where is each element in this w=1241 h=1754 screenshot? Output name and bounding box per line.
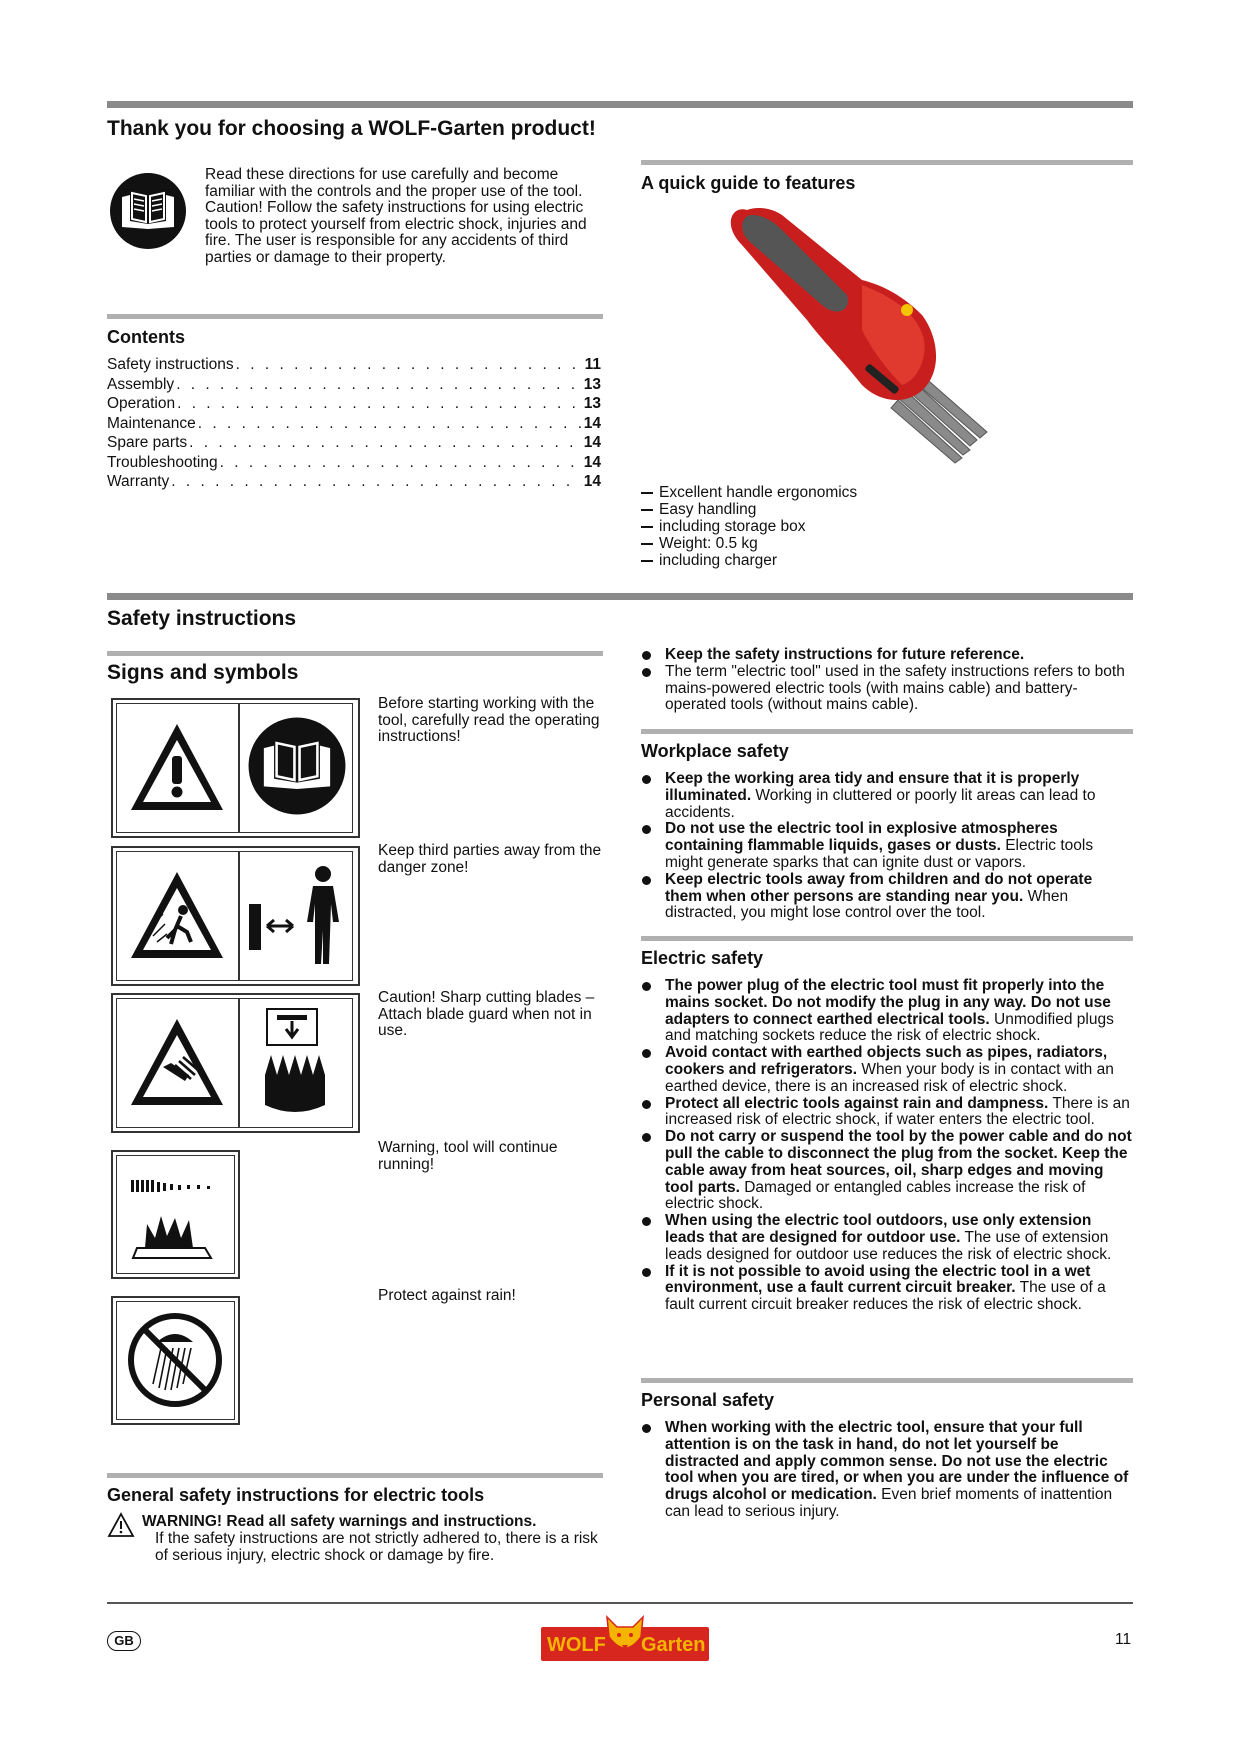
list-item: The power plug of the electric tool must fit properly into the mains socket. Do not modify the plug in any way. Do not use adapters to connect earthed electrical tools. Unmodified plugs and matching sockets reduce the risk of electric shock. [641, 978, 1133, 1045]
top-rule [107, 101, 1133, 108]
list-item: Keep electric tools away from children and do not operate them when other persons are standing near you. When distracted, you might lose control over the tool. [641, 872, 1133, 922]
feature-list [641, 484, 1121, 569]
coasting-blade-icon [121, 1160, 229, 1268]
list-item: When working with the electric tool, ensure that your full attention is on the task in hand, do not let yourself be distracted and apply common sense. Do not use the electric tool when you are tired, or when you are under the influence of drugs alcohol or medication. Even brief moments of inattention can lead to serious injury. [641, 1420, 1133, 1521]
electric-title: Electric safety [641, 948, 764, 968]
contents-list [107, 355, 601, 492]
list-item: If it is not possible to avoid using the electric tool in a wet environment, use a fault current circuit breaker. The use of a fault current circuit breaker reduces the risk of electric shock. [641, 1264, 1133, 1314]
list-item: Protect all electric tools against rain and dampness. There is an increased risk of electric shock, if water enters the electric tool. [641, 1096, 1133, 1130]
workplace-list [641, 771, 1133, 922]
list-item: Do not carry or suspend the tool by the power cable and do not pull the cable to disconnect the plug from the socket. Keep the cable away from heat sources, oil, sharp edges and moving tool parts. Damaged or entangled cables increase the risk of electric shock. [641, 1129, 1133, 1213]
quick-guide-title: A quick guide to features [641, 173, 856, 193]
list-item: The term "electric tool" used in the safety instructions refers to both mains-powered electric tools (with mains cable) and battery-operated tools (without mains cable). [641, 664, 1133, 714]
list-item: Keep the safety instructions for future reference. [641, 647, 1133, 664]
sign-box [111, 1296, 240, 1425]
list-item: When using the electric tool outdoors, use only extension leads that are designed for outdoor use. The use of extension leads designed for outdoor use reduces the risk of electric shock. [641, 1213, 1133, 1263]
no-rain-icon [123, 1308, 227, 1412]
signs-title: Signs and symbols [107, 661, 299, 684]
warning-triangle-icon [107, 1512, 135, 1538]
page-title: Thank you for choosing a WOLF-Garten product! [107, 117, 596, 140]
list-item: Easy handling [641, 501, 1121, 518]
sign-text: Protect against rain! [378, 1287, 516, 1304]
sign-box [111, 993, 360, 1133]
toc-row[interactable]: Operation . . . 13 [107, 394, 601, 414]
list-item: Excellent handle ergonomics [641, 484, 1121, 501]
logo-garten: Garten [641, 1634, 706, 1656]
read-manual-icon [246, 715, 348, 817]
personal-title: Personal safety [641, 1390, 775, 1410]
electric-list [641, 978, 1133, 1314]
keep-distance-icon [243, 864, 349, 968]
electric-rule [641, 936, 1133, 941]
quick-guide-rule [641, 160, 1133, 165]
general-warning-title: WARNING! Read all safety warnings and instructions. [142, 1513, 537, 1530]
thrown-objects-warning-icon [127, 868, 227, 964]
signs-rule [107, 651, 603, 656]
country-code: GB [114, 1633, 134, 1648]
sign-box [111, 1150, 240, 1279]
toc-row[interactable]: Maintenance . . . 14 [107, 414, 601, 434]
workplace-title: Workplace safety [641, 741, 789, 761]
toc-row[interactable]: Safety instructions . . . 11 [107, 355, 601, 375]
sign-text: Warning, tool will continue running! [378, 1139, 558, 1173]
logo-wolf: WOLF [547, 1634, 606, 1656]
sign-box [111, 698, 360, 838]
list-item: including storage box [641, 518, 1121, 535]
footer-rule [107, 1602, 1133, 1604]
workplace-rule [641, 729, 1133, 734]
personal-list [641, 1420, 1133, 1521]
toc-row[interactable]: Warranty . . . 14 [107, 472, 601, 492]
sharp-blades-warning-icon [127, 1015, 227, 1111]
right-top-list [641, 647, 1133, 714]
intro-text: Read these directions for use carefully and become familiar with the controls and the proper use of the tool. Caution! Follow the safety instructions for using electric tools to protect yourself from electric shock, injuries and fire. The user is responsible for any accidents of third parties or damage to their property. [205, 166, 587, 266]
toc-row[interactable]: Troubleshooting . . . 14 [107, 453, 601, 473]
safety-rule [107, 593, 1133, 600]
list-item: Weight: 0.5 kg [641, 535, 1121, 552]
wolf-garten-logo [541, 1613, 709, 1665]
list-item: Avoid contact with earthed objects such as pipes, radiators, cookers and refrigerators. When your body is in contact with an earthed device, there is an increased risk of electric shock. [641, 1045, 1133, 1095]
toc-row[interactable]: Spare parts . . . 14 [107, 433, 601, 453]
contents-rule [107, 314, 603, 319]
warning-triangle-icon [127, 720, 227, 816]
read-manual-icon [108, 171, 188, 251]
country-badge [107, 1631, 141, 1651]
personal-rule [641, 1378, 1133, 1383]
general-warning-text: If the safety instructions are not strictly adhered to, there is a risk of serious injury, electric shock or damage by fire. [155, 1530, 598, 1564]
list-item: Do not use the electric tool in explosive atmospheres containing flammable liquids, gases or dusts. Electric tools might generate sparks that can ignite dust or vapors. [641, 821, 1133, 871]
sign-text: Before starting working with the tool, carefully read the operating instructions! [378, 695, 600, 745]
page-number: 11 [1115, 1631, 1132, 1648]
sign-text: Caution! Sharp cutting blades – Attach blade guard when not in use. [378, 989, 595, 1039]
contents-title: Contents [107, 327, 185, 347]
list-item: including charger [641, 552, 1121, 569]
list-item: Keep the working area tidy and ensure that it is properly illuminated. Working in cluttered or poorly lit areas can lead to accidents. [641, 771, 1133, 821]
grass-shears-image [712, 200, 1017, 475]
sign-box [111, 846, 360, 986]
safety-title: Safety instructions [107, 607, 297, 630]
general-title: General safety instructions for electric tools [107, 1485, 485, 1505]
sign-text: Keep third parties away from the danger zone! [378, 842, 602, 876]
toc-row[interactable]: Assembly . . . 13 [107, 375, 601, 395]
general-rule [107, 1473, 603, 1478]
blade-guard-icon [253, 1005, 339, 1117]
